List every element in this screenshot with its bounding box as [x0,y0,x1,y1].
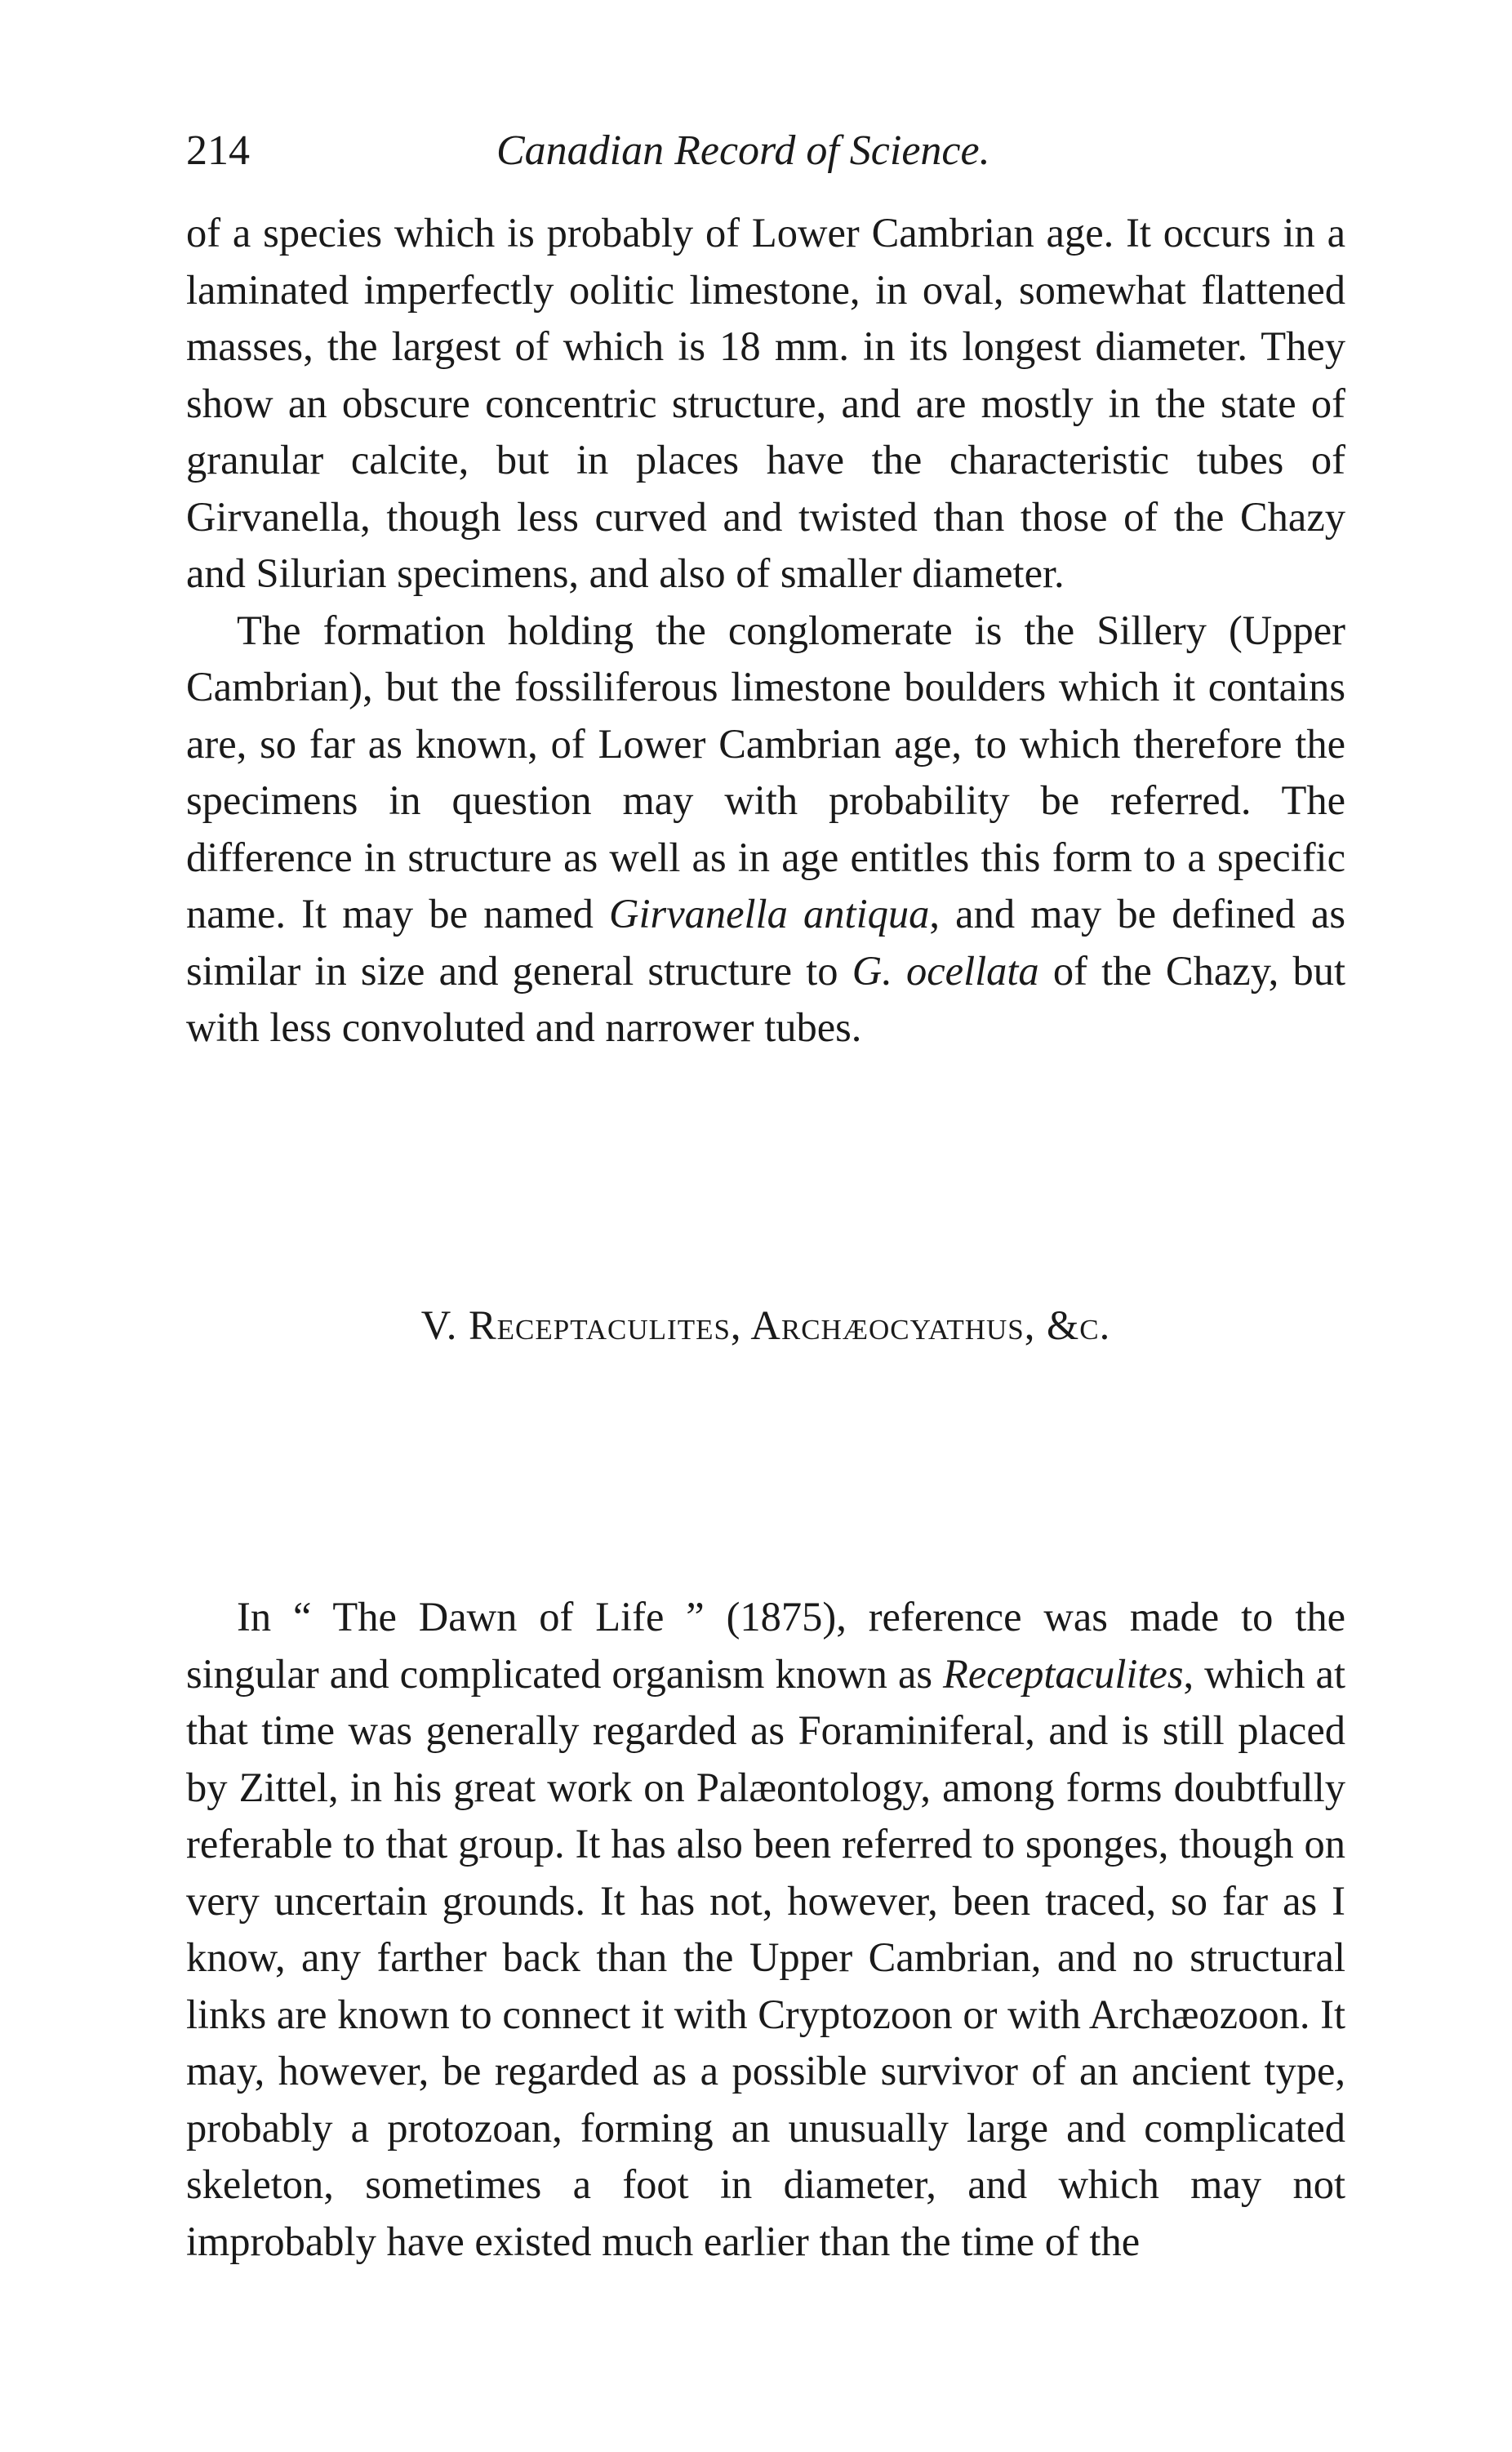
page-number: 214 [186,127,250,174]
paragraph-text: In “ The Dawn of Life ” (1875), reference was made to the singular and complicated organism known as [186,1594,1345,1697]
page-header [186,122,1345,180]
paragraph-continued: of a species which is probably of Lower Cambrian age. It occurs in a laminated imperfectly oolitic limestone, in oval, somewhat flattened masses, the largest of which is 18 mm. in its longest diameter. They show an obscure concentric structure, and are mostly in the state of granular calcite, but in places have the characteristic tubes of Girvanella, though less curved and twisted than those of the Chazy and Silurian specimens, and also of smaller diameter. [186,210,1345,596]
species-name-g-ocellata: G. ocellata [852,947,1039,994]
paragraph-receptaculites [186,1589,1345,2270]
paragraph-girvanella-antiqua [186,603,1345,1057]
paragraph-text: The formation holding the conglomerate is the Sillery (Upper Cambrian), but the fossiliferous limestone boulders which it contains are, so far as known, of Lower Cambrian age, to which therefore the specimens in question may with probability be referred. The difference in structure as well as in age entitles this form to a specific name. It may be named [186,607,1345,937]
paragraph-text: , and may be defined as similar in size and general structure to [186,891,1345,994]
paragraph-text: , which at that time was generally regarded as Foraminiferal, and is still placed by Zittel, in his great work on Palæontology, among forms doubtfully referable to that group. It has also been referred to sponges, though on very uncertain grounds. It has not, however, been traced, so far as I know, any farther back than the Upper Cambrian, and no structural links are known to connect it with Cryptozoon or with Archæozoon. It may, however, be regarded as a possible survivor of an ancient type, probably a protozoan, forming an unusually large and complicated skeleton, sometimes a foot in diameter, and which may not improbably have existed much earlier than the time of the [186,1650,1345,2264]
text-block-bottom [186,1589,1345,2270]
running-title: Canadian Record of Science. [496,127,990,174]
paragraph-text: of the Chazy, but with less convoluted and narrower tubes. [186,947,1345,1050]
species-name-girvanella-antiqua: Girvanella antiqua [609,891,930,937]
section-heading: V. Receptaculites, Archæocyathus, &c. [420,1302,1111,1348]
genus-name-receptaculites: Receptaculites [943,1650,1184,1697]
text-block-top [186,205,1345,1057]
